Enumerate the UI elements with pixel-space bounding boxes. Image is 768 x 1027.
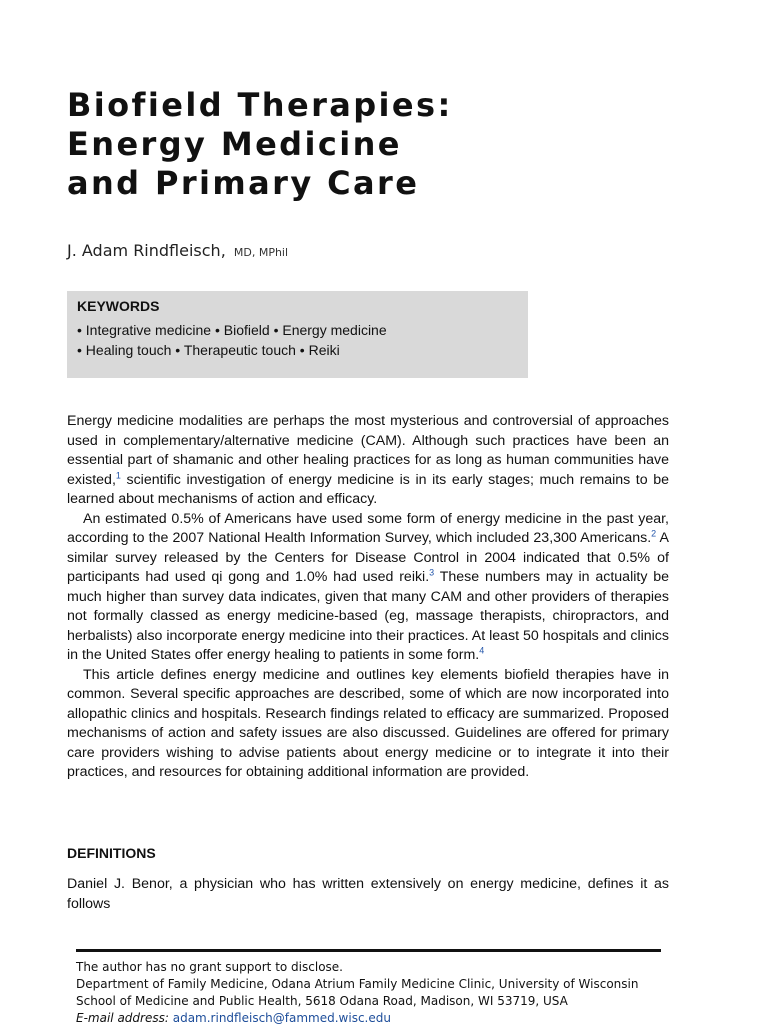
- article-title: [67, 86, 453, 203]
- p1-text-b: scientific investigation of energy medicine is in its early stages; much remains to be learned about mechanisms of action and efficacy.: [67, 471, 669, 507]
- email-label: E-mail address:: [76, 1011, 169, 1025]
- body-paragraph-2: [67, 510, 669, 666]
- grant-disclosure: The author has no grant support to disclose.: [76, 960, 343, 974]
- affiliation-line-2: School of Medicine and Public Health, 5618 Odana Road, Madison, WI 53719, USA: [76, 994, 568, 1008]
- definitions-paragraph: Daniel J. Benor, a physician who has written extensively on energy medicine, defines it as follows: [67, 876, 669, 912]
- p2-text-c: These numbers may in actuality be much higher than survey data indicates, given that many CAM and other providers of therapies not formally classed as energy medicine-based (eg, massage therapists, chiropractors, and herbalists) also incorporate energy medicine into their practices. At least 50 hospitals and clinics in the United States offer energy healing to patients in some form.: [67, 569, 669, 663]
- reference-link-3[interactable]: 3: [429, 567, 435, 578]
- email-line: [76, 1010, 668, 1027]
- title-line-1: Biofield Therapies:: [67, 86, 453, 124]
- author-name: J. Adam Rindfleisch,: [67, 241, 226, 260]
- reference-link-4[interactable]: 4: [479, 645, 485, 656]
- author-byline: [67, 241, 288, 260]
- body-paragraph-1: [67, 412, 669, 510]
- body-paragraph-3: This article defines energy medicine and outlines key elements biofield therapies have in common. Several specific approaches are described, some of which are now incorporated into allopathic clinics and hospitals. Research findings related to efficacy are summarized. Proposed mechanisms of action and safety issues are also discussed. Guidelines are offered for primary care providers wishing to advise patients about energy medicine or to integrate it into their practices, and resources for obtaining additional information are provided.: [67, 666, 669, 780]
- keywords-heading: KEYWORDS: [77, 298, 160, 314]
- author-degrees: MD, MPhil: [233, 246, 289, 259]
- p2-text-b: A similar survey released by the Centers for Disease Control in 2004 indicated that 0.5% of participants had used qi gong and 1.0% had used reiki.: [67, 530, 669, 585]
- email-link[interactable]: adam.rindfleisch@fammed.wisc.edu: [172, 1011, 391, 1025]
- keywords-line-2: • Healing touch • Therapeutic touch • Reiki: [77, 341, 340, 358]
- p1-text-a: Energy medicine modalities are perhaps the most mysterious and controversial of approaches used in complementary/alternative medicine (CAM). Although such practices have been an essential part of shamanic and other healing practices for as long as human communities have existed,: [67, 413, 669, 488]
- reference-link-1[interactable]: 1: [115, 469, 121, 480]
- footnotes: [76, 959, 668, 1027]
- p2-text-a: An estimated 0.5% of Americans have used some form of energy medicine in the past year, according to the 2007 National Health Information Survey, which included 23,300 Americans.: [67, 510, 669, 546]
- footnote-divider: [76, 949, 661, 952]
- title-line-2: Energy Medicine: [67, 125, 402, 163]
- title-line-3: and Primary Care: [67, 164, 420, 202]
- reference-link-2[interactable]: 2: [651, 528, 657, 539]
- keywords-box: [67, 291, 528, 378]
- keywords-line-1: • Integrative medicine • Biofield • Energy medicine: [77, 322, 387, 338]
- article-body: [67, 412, 669, 783]
- definitions-heading: DEFINITIONS: [67, 845, 156, 861]
- affiliation-line-1: Department of Family Medicine, Odana Atrium Family Medicine Clinic, University of Wisconsin: [76, 977, 639, 991]
